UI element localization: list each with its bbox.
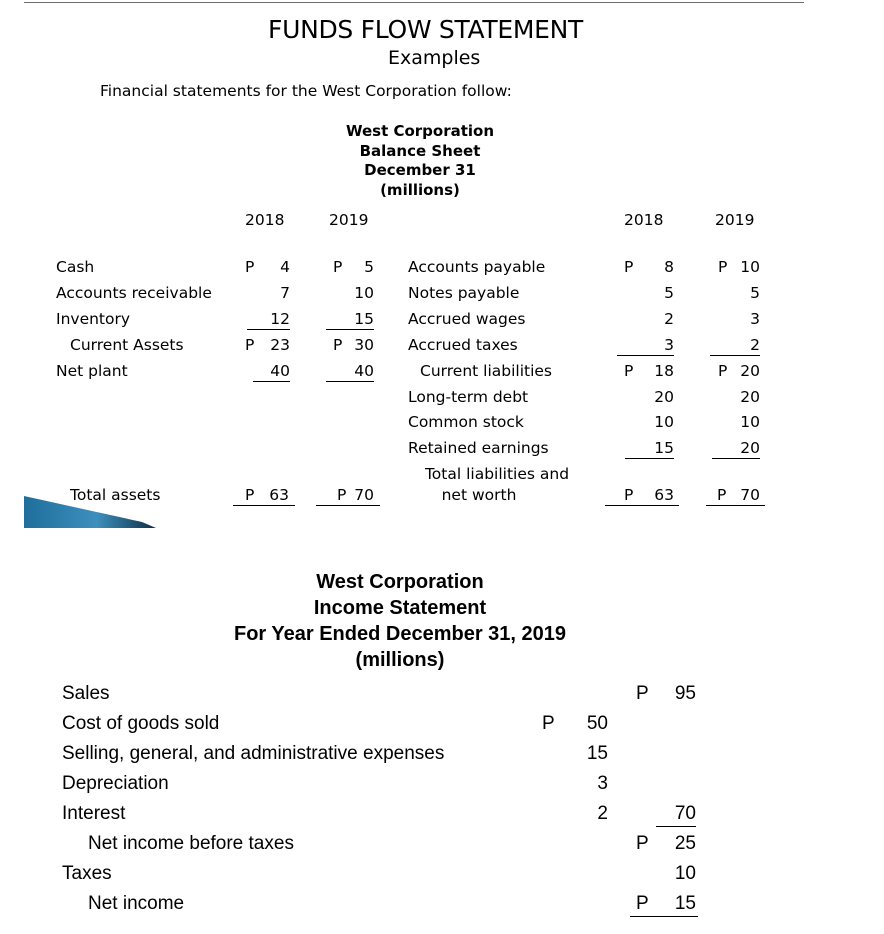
asset-year-2018: 2018 (245, 211, 285, 229)
notes-payable-2019: 5 (750, 284, 760, 302)
statement-units: (millions) (380, 180, 460, 199)
accounts-payable-label: Accounts payable (408, 258, 546, 276)
asset-year-2019: 2019 (329, 211, 369, 229)
total-assets-2018-cell (233, 486, 295, 506)
current-liabilities-2018-currency: P (624, 362, 634, 380)
total-liabilities-label-line2: net worth (441, 486, 517, 504)
net-income-currency: P (636, 893, 649, 914)
current-assets-2019: 30 (354, 336, 374, 354)
page-title: FUNDS FLOW STATEMENT (268, 15, 583, 44)
receivables-label: Accounts receivable (56, 284, 212, 302)
total-liabilities-2019-currency: P (717, 486, 727, 504)
current-assets-2019-currency: P (333, 336, 343, 354)
receivables-2019: 10 (354, 284, 374, 302)
current-liabilities-2018: 18 (654, 362, 674, 380)
accounts-payable-2018: 8 (664, 258, 674, 276)
statement-date: December 31 (364, 161, 476, 179)
retained-earnings-label: Retained earnings (408, 439, 549, 457)
common-stock-2018: 10 (654, 413, 674, 431)
accounts-payable-2019: 10 (740, 258, 760, 276)
decorative-swoosh (24, 496, 156, 528)
interest-label: Interest (62, 803, 126, 824)
accrued-taxes-2018: 3 (617, 336, 674, 356)
total-expenses-value: 70 (656, 803, 696, 827)
nibt-currency: P (636, 833, 649, 854)
net-plant-2019: 40 (326, 362, 374, 382)
is-units: (millions) (355, 649, 445, 671)
current-assets-2018-currency: P (245, 336, 255, 354)
total-assets-2018: 63 (269, 486, 289, 504)
nibt-label: Net income before taxes (88, 833, 294, 854)
common-stock-label: Common stock (408, 413, 524, 431)
long-term-debt-label: Long-term debt (408, 388, 529, 406)
accrued-wages-2019: 3 (750, 310, 760, 328)
sga-label: Selling, general, and administrative expenses (62, 743, 445, 764)
notes-payable-2018: 5 (664, 284, 674, 302)
total-liabilities-2019: 70 (740, 486, 760, 504)
total-liabilities-2018-currency: P (624, 486, 634, 504)
net-plant-2018: 40 (253, 362, 290, 382)
cogs-value: 50 (586, 713, 608, 734)
long-term-debt-2019: 20 (740, 388, 760, 406)
cash-2018: 4 (280, 258, 290, 276)
is-company-name: West Corporation (316, 571, 484, 593)
accrued-taxes-label: Accrued taxes (408, 336, 518, 354)
total-assets-label: Total assets (70, 486, 161, 504)
liab-year-2019: 2019 (715, 211, 755, 229)
liab-year-2018: 2018 (624, 211, 664, 229)
total-liabilities-2018-cell (605, 486, 679, 506)
sales-value: 95 (674, 683, 696, 704)
inventory-2018: 12 (247, 310, 290, 330)
net-income-label: Net income (88, 893, 185, 914)
cash-2019: 5 (364, 258, 374, 276)
interest-value: 2 (597, 803, 608, 824)
is-period: For Year Ended December 31, 2019 (233, 623, 567, 645)
top-rule (24, 2, 804, 3)
long-term-debt-2018: 20 (654, 388, 674, 406)
accounts-payable-2018-currency: P (624, 258, 634, 276)
current-liabilities-label: Current liabilities (420, 362, 553, 380)
intro-text: Financial statements for the West Corporation follow: (100, 82, 512, 100)
total-assets-2019: 70 (354, 486, 374, 504)
income-statement-heading (200, 569, 600, 673)
current-liabilities-2019: 20 (740, 362, 760, 380)
taxes-value: 10 (674, 863, 696, 884)
nibt-value: 25 (674, 833, 696, 854)
total-liabilities-label-line1: Total liabilities and (424, 465, 570, 483)
total-assets-2019-cell (316, 486, 380, 506)
cash-label: Cash (56, 258, 95, 276)
cash-2019-currency: P (333, 258, 343, 276)
notes-payable-label: Notes payable (408, 284, 520, 302)
current-liabilities-2019-currency: P (718, 362, 728, 380)
total-liabilities-2018: 63 (654, 486, 674, 504)
cogs-currency: P (542, 713, 555, 734)
accrued-wages-2018: 2 (664, 310, 674, 328)
net-income-value: 15 (674, 893, 696, 914)
cogs-label: Cost of goods sold (62, 713, 220, 734)
accrued-wages-label: Accrued wages (408, 310, 526, 328)
depreciation-value: 3 (597, 773, 608, 794)
retained-earnings-2018: 15 (625, 439, 674, 459)
current-assets-label: Current Assets (70, 336, 184, 354)
receivables-2018: 7 (280, 284, 290, 302)
is-statement-name: Income Statement (313, 597, 487, 619)
balance-sheet-heading (320, 122, 520, 200)
retained-earnings-2019: 20 (712, 439, 760, 459)
common-stock-2019: 10 (740, 413, 760, 431)
current-assets-2018: 23 (270, 336, 290, 354)
sga-value: 15 (586, 743, 608, 764)
inventory-label: Inventory (56, 310, 131, 328)
total-assets-2019-currency: P (337, 486, 347, 504)
total-liabilities-2019-cell (706, 486, 765, 506)
depreciation-label: Depreciation (62, 773, 169, 794)
sales-currency: P (636, 683, 649, 704)
inventory-2019: 15 (326, 310, 374, 330)
statement-name: Balance Sheet (359, 141, 481, 160)
page-subtitle: Examples (388, 47, 481, 69)
sales-label: Sales (62, 683, 110, 704)
cash-2018-currency: P (245, 258, 255, 276)
total-assets-2018-currency: P (245, 486, 255, 504)
taxes-label: Taxes (62, 863, 112, 884)
net-income-cell (630, 893, 698, 917)
accounts-payable-2019-currency: P (718, 258, 728, 276)
company-name: West Corporation (345, 122, 495, 140)
accrued-taxes-2019: 2 (710, 336, 760, 356)
net-plant-label: Net plant (56, 362, 128, 380)
